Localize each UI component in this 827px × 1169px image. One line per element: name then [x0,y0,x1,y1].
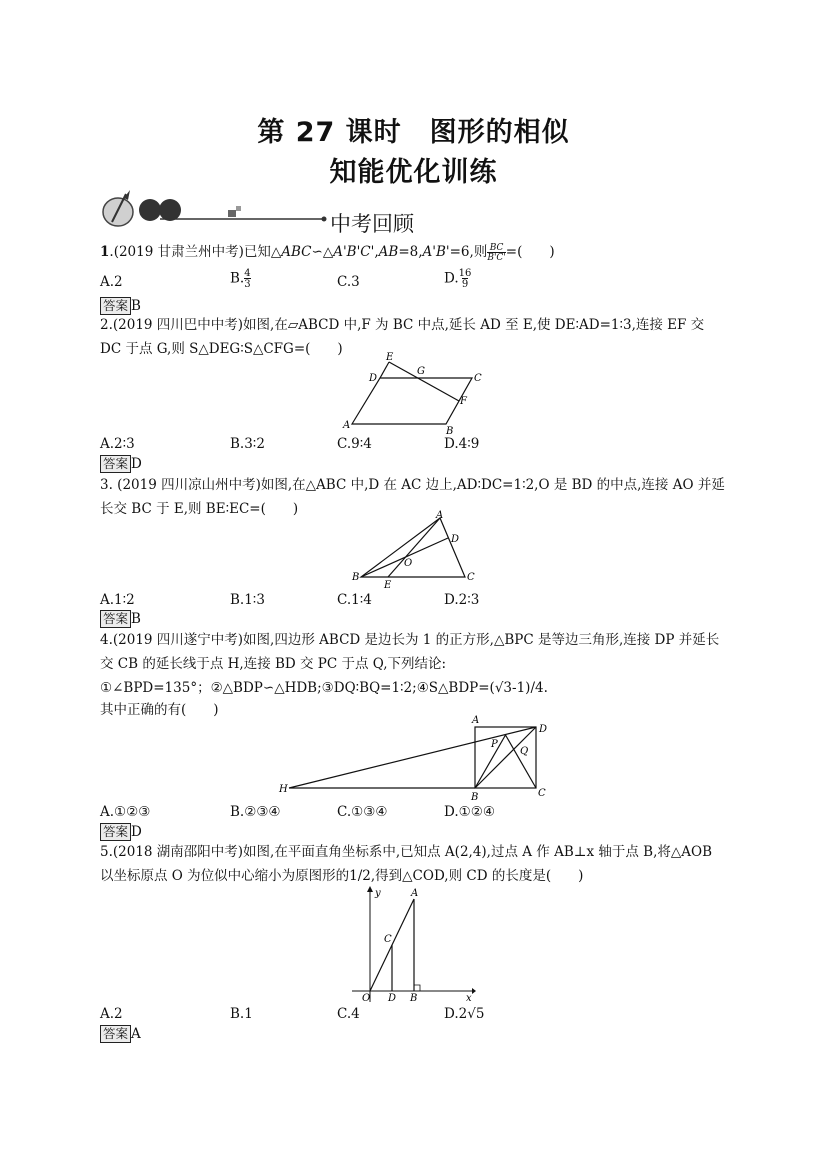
q4-option-d[interactable]: D.①②④ [444,804,495,820]
q2-option-a[interactable]: A.2∶3 [100,436,135,452]
svg-text:B: B [471,792,479,800]
q1-option-a[interactable]: A.2 [100,274,123,290]
svg-text:Q: Q [520,746,529,757]
page-subtitle: 知能优化训练 [329,157,498,188]
svg-text:O: O [362,993,371,1004]
question-4-conclusions: ①∠BPD=135°；②△BDP∽△HDB;③DQ∶BQ=1∶2;④S△BDP=(√3-1)/4. [100,680,548,696]
q2-answer: 答案 D [100,455,142,473]
page-title: 第 27 课时 图形的相似 [257,117,570,148]
question-5-text: 5.(2018 湖南邵阳中考)如图,在平面直角坐标系中,已知点 A(2,4),过点 A 作 AB⊥x 轴于点 B,将△AOB 以坐标原点 O 为位似中心缩小为原图形的1/2,得到△COD,则 CD 的长度是( ) [100,844,712,884]
q3-option-c[interactable]: C.1∶4 [337,592,372,608]
q3-option-b[interactable]: B.1∶3 [230,592,265,608]
svg-text:D: D [539,724,548,735]
q1-option-b[interactable]: B.4 3 [230,268,251,290]
q3-option-a[interactable]: A.1∶2 [100,592,135,608]
question-1-text: 1.(2019 甘肃兰州中考)已知△ABC∽△A'B'C',AB=8,A'B'=6,则$\frac{BC}{B'C'}=$( ) [100,242,555,263]
q1-option-d[interactable]: D.16 9 [444,268,472,290]
q1-option-c[interactable]: C.3 [337,274,360,290]
svg-text:B: B [446,426,454,436]
svg-text:A: A [436,510,444,521]
svg-text:G: G [417,366,425,377]
svg-text:A: A [411,888,419,899]
question-1 [100,240,728,264]
svg-text:O: O [404,558,413,569]
q2-option-b[interactable]: B.3∶2 [230,436,265,452]
svg-text:C: C [384,934,392,945]
svg-text:C: C [467,572,475,583]
q5-answer: 答案 A [100,1025,141,1043]
q3-triangle-figure [345,510,485,592]
svg-text:P: P [491,739,498,750]
svg-text:E: E [386,352,394,363]
svg-text:C: C [474,373,482,384]
q3-option-d[interactable]: D.2∶3 [444,592,480,608]
question-3-text: 3. (2019 四川凉山州中考)如图,在△ABC 中,D 在 AC 边上,AD∶DC=1∶2,O 是 BD 的中点,连接 AO 并延长交 BC 于 E,则 BE∶EC=( ) [100,477,725,517]
q1-answer-value: B [131,298,141,314]
q5-option-c[interactable]: C.4 [337,1006,360,1022]
q2-parallelogram-figure [340,350,500,436]
q2-option-c[interactable]: C.9∶4 [337,436,372,452]
question-4-prompt: 其中正确的有( ) [100,702,219,718]
question-2-text: 2.(2019 四川巴中中考)如图,在▱ABCD 中,F 为 BC 中点,延长 AD 至 E,使 DE∶AD=1∶3,连接 EF 交 DC 于点 G,则 S△DEG∶S△CFG=( ) [100,317,705,357]
svg-text:y: y [375,888,381,899]
svg-text:A: A [343,420,351,431]
svg-text:D: D [388,993,397,1004]
svg-text:C: C [538,788,546,799]
svg-text:D: D [369,373,378,384]
answer-label: 答案 [100,297,131,315]
q4-option-a[interactable]: A.①②③ [100,804,151,820]
q4-option-b[interactable]: B.②③④ [230,804,281,820]
svg-text:B: B [410,993,418,1004]
svg-text:A: A [472,715,480,726]
q4-option-c[interactable]: C.①③④ [337,804,388,820]
q2-option-d[interactable]: D.4∶9 [444,436,480,452]
svg-text:x: x [466,993,472,1004]
q5-option-a[interactable]: A.2 [100,1006,123,1022]
q4-answer: 答案 D [100,823,142,841]
svg-text:B: B [352,572,360,583]
svg-text:F: F [460,396,467,407]
question-4-text: 4.(2019 四川遂宁中考)如图,四边形 ABCD 是边长为 1 的正方形,△BPC 是等边三角形,连接 DP 并延长交 CB 的延长线于点 H,连接 BD 交 PC 于点 Q,下列结论: [100,632,720,672]
q3-answer: 答案 B [100,610,141,628]
q5-option-d[interactable]: D.2√5 [444,1006,485,1022]
q5-option-b[interactable]: B.1 [230,1006,253,1022]
q5-coordinate-figure [348,884,478,1004]
svg-text:E: E [384,580,392,591]
svg-text:H: H [279,784,288,795]
q4-square-figure [275,714,555,800]
svg-text:D: D [451,534,460,545]
section-title: 中考回顾 [330,212,414,236]
